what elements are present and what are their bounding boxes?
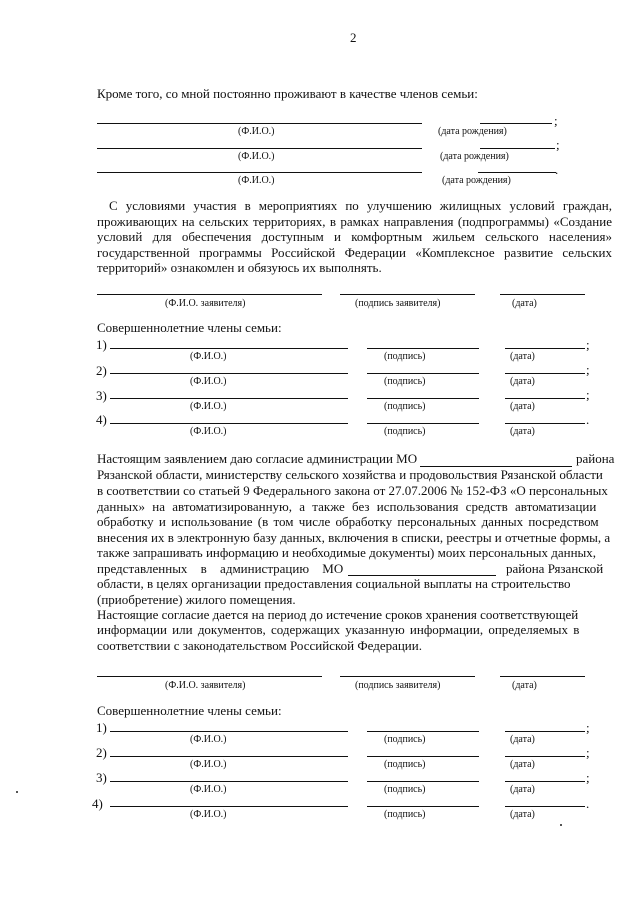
adult-fio-line[interactable] [110, 423, 348, 424]
adult-date-caption: (дата) [510, 759, 535, 770]
line-end-mark: ; [586, 362, 590, 377]
consent-line: в соответствии со статьей 9 Федерального закона от 27.07.2006 № 152-ФЗ «О персональных [97, 483, 608, 498]
line-end-mark: ; [586, 720, 590, 735]
adult-sign-line[interactable] [367, 398, 479, 399]
adults-title: Совершеннолетние члены семьи: [97, 703, 282, 718]
conditions-paragraph: С условиями участия в мероприятиях по улучшению жилищных условий граждан, проживающих на сельских территориях, в рамках направления (подпрограммы) «Создание условий для обеспечения доступным и комфортным жильем сельского населения» государственной программы Российской Федерации «Комплексное развитие сельских территорий» ознакомлен и обязуюсь их выполнять. [97, 198, 612, 276]
applicant-name-caption: (Ф.И.О. заявителя) [165, 298, 246, 309]
birthdate-field-line[interactable] [480, 148, 555, 149]
date-caption: (дата) [512, 298, 537, 309]
line-end-mark: ; [556, 137, 560, 152]
adult-fio-line[interactable] [110, 731, 348, 732]
row-number: 2) [96, 363, 107, 378]
adult-fio-caption: (Ф.И.О.) [190, 759, 227, 770]
adult-fio-line[interactable] [110, 348, 348, 349]
adult-date-caption: (дата) [510, 784, 535, 795]
line-end-mark: . [586, 796, 590, 811]
adult-sign-caption: (подпись) [384, 784, 426, 795]
consent-line: (приобретение) жилого помещения. [97, 592, 296, 607]
adult-sign-caption: (подпись) [384, 426, 426, 437]
adult-date-caption: (дата) [510, 401, 535, 412]
adult-date-caption: (дата) [510, 376, 535, 387]
date-caption: (дата) [512, 680, 537, 691]
adult-sign-line[interactable] [367, 806, 479, 807]
row-number: 1) [96, 337, 107, 352]
row-number: 2) [96, 745, 107, 760]
adult-sign-line[interactable] [367, 348, 479, 349]
adult-fio-line[interactable] [110, 756, 348, 757]
adult-fio-caption: (Ф.И.О.) [190, 426, 227, 437]
row-number: 4) [92, 796, 103, 811]
consent-line: данных» на автоматизированную, а также без использования средств автоматизации [97, 499, 597, 514]
adult-fio-caption: (Ф.И.О.) [190, 809, 227, 820]
fio-caption: (Ф.И.О.) [238, 175, 275, 186]
adult-fio-line[interactable] [110, 806, 348, 807]
adult-sign-line[interactable] [367, 731, 479, 732]
fio-field-line[interactable] [97, 172, 422, 173]
fio-caption: (Ф.И.О.) [238, 126, 275, 137]
line-end-mark: . [555, 162, 559, 177]
consent-line: обработку и использование (в том числе обработку персональных данных посредством [97, 514, 599, 529]
validity-line: информации или документов, содержащих указанную информации, определяемых в [97, 622, 580, 637]
line-end-mark: ; [586, 745, 590, 760]
date-line[interactable] [500, 294, 585, 295]
consent-line: представленных в администрацию МО [97, 561, 344, 576]
adult-date-line[interactable] [505, 781, 585, 782]
birthdate-caption: (дата рождения) [440, 151, 509, 162]
birthdate-caption: (дата рождения) [442, 175, 511, 186]
date-line[interactable] [500, 676, 585, 677]
consent-line: Рязанской области, министерству сельского хозяйства и продовольствия Рязанской области [97, 467, 603, 482]
validity-line: соответствии с законодательством Российской Федерации. [97, 638, 422, 653]
adult-date-line[interactable] [505, 348, 585, 349]
applicant-name-line[interactable] [97, 294, 322, 295]
adult-date-line[interactable] [505, 398, 585, 399]
adult-fio-caption: (Ф.И.О.) [190, 351, 227, 362]
page-number: 2 [350, 30, 357, 45]
adult-date-line[interactable] [505, 423, 585, 424]
adult-sign-caption: (подпись) [384, 376, 426, 387]
adult-date-caption: (дата) [510, 351, 535, 362]
applicant-signature-caption: (подпись заявителя) [355, 298, 441, 309]
adult-sign-caption: (подпись) [384, 351, 426, 362]
adult-date-caption: (дата) [510, 809, 535, 820]
row-number: 3) [96, 388, 107, 403]
row-number: 1) [96, 720, 107, 735]
applicant-name-line[interactable] [97, 676, 322, 677]
line-end-mark: ; [586, 770, 590, 785]
row-number: 3) [96, 770, 107, 785]
consent-line: также запрашивать информацию и необходимые документы) моих персональных данных, [97, 545, 597, 560]
adult-sign-caption: (подпись) [384, 759, 426, 770]
adult-sign-line[interactable] [367, 423, 479, 424]
fio-field-line[interactable] [97, 148, 422, 149]
adult-sign-line[interactable] [367, 373, 479, 374]
intro-line: Кроме того, со мной постоянно проживают в качестве членов семьи: [97, 86, 478, 101]
consent-line: района Рязанской [506, 561, 604, 576]
applicant-signature-caption: (подпись заявителя) [355, 680, 441, 691]
fio-caption: (Ф.И.О.) [238, 151, 275, 162]
adult-fio-caption: (Ф.И.О.) [190, 784, 227, 795]
line-end-mark: ; [586, 337, 590, 352]
adult-date-line[interactable] [505, 806, 585, 807]
adult-date-caption: (дата) [510, 734, 535, 745]
line-end-mark: ; [554, 113, 558, 128]
validity-line: Настоящие согласие дается на период до истечение сроков хранения соответствующей [97, 607, 579, 622]
adult-sign-caption: (подпись) [384, 809, 426, 820]
adult-fio-caption: (Ф.И.О.) [190, 401, 227, 412]
applicant-signature-line[interactable] [340, 676, 475, 677]
adult-fio-line[interactable] [110, 373, 348, 374]
consent-line: Настоящим заявлением даю согласие администрации МО [97, 451, 418, 466]
birthdate-field-line[interactable] [480, 123, 552, 124]
scan-speck [560, 824, 562, 826]
adult-sign-caption: (подпись) [384, 401, 426, 412]
birthdate-caption: (дата рождения) [438, 126, 507, 137]
consent-line: внесения их в электронную базу данных, включения в списки, реестры и отчетные формы, а [97, 530, 611, 545]
line-end-mark: ; [586, 387, 590, 402]
birthdate-field-line[interactable] [478, 172, 556, 173]
adult-date-line[interactable] [505, 731, 585, 732]
applicant-signature-line[interactable] [340, 294, 475, 295]
line-end-mark: . [586, 412, 590, 427]
adult-sign-line[interactable] [367, 781, 479, 782]
consent-line: района [576, 451, 615, 466]
adult-date-line[interactable] [505, 373, 585, 374]
scan-speck [16, 791, 18, 793]
fio-field-line[interactable] [97, 123, 422, 124]
adult-fio-caption: (Ф.И.О.) [190, 376, 227, 387]
consent-line: области, в целях организации предоставления социальной выплаты на строительство [97, 576, 571, 591]
row-number: 4) [96, 412, 107, 427]
adults-title: Совершеннолетние члены семьи: [97, 320, 282, 335]
adult-sign-caption: (подпись) [384, 734, 426, 745]
adult-date-caption: (дата) [510, 426, 535, 437]
adult-sign-line[interactable] [367, 756, 479, 757]
adult-fio-caption: (Ф.И.О.) [190, 734, 227, 745]
applicant-name-caption: (Ф.И.О. заявителя) [165, 680, 246, 691]
adult-date-line[interactable] [505, 756, 585, 757]
adult-fio-line[interactable] [110, 398, 348, 399]
adult-fio-line[interactable] [110, 781, 348, 782]
